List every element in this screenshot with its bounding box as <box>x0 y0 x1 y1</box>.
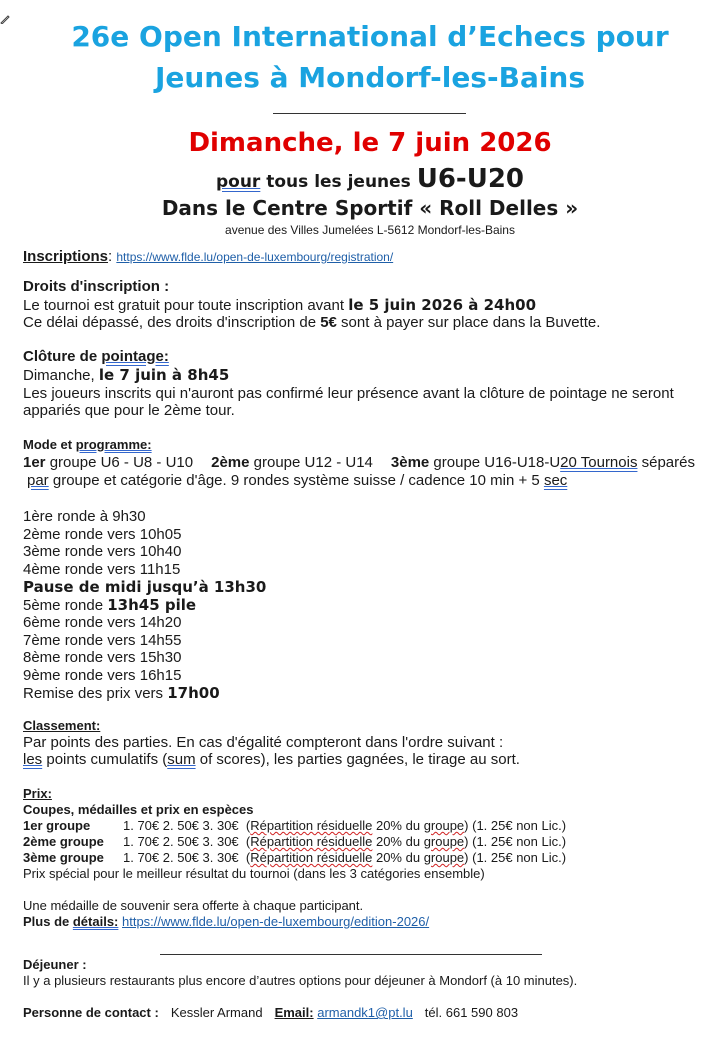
details-line <box>23 914 429 929</box>
round-5 <box>23 596 196 614</box>
round-1: 1ère ronde à 9h30 <box>23 508 146 525</box>
contact-name: Kessler Armand <box>170 1005 263 1020</box>
inscriptions-link[interactable]: https://www.flde.lu/open-de-luxembourg/registration/ <box>116 250 394 264</box>
group-1-label: 1er <box>23 454 46 471</box>
round-2: 2ème ronde vers 10h05 <box>23 526 182 543</box>
cloture-day: Dimanche, <box>23 367 99 384</box>
audience-mid: tous les jeunes <box>260 172 417 192</box>
round-5-label: 5ème ronde <box>23 597 108 614</box>
contact-phone: tél. 661 590 803 <box>424 1005 519 1020</box>
prize-repartition: Répartition résiduelle <box>250 818 373 833</box>
mode-groups <box>23 454 695 471</box>
prize-group-name: 1er groupe <box>23 818 91 833</box>
prize-amounts: 1. 70€ 2. 50€ 3. 30€ <box>123 834 239 849</box>
title-divider <box>273 113 466 114</box>
address: avenue des Villes Jumelées L-5612 Mondorf-les-Bains <box>225 223 515 237</box>
contact-label: Personne de contact : <box>23 1005 159 1020</box>
group-2-ages: groupe U12 - U14 <box>249 454 373 471</box>
group-3-label: 3ème <box>390 454 430 471</box>
round-4: 4ème ronde vers 11h15 <box>23 561 181 578</box>
group-3-end: séparés <box>637 454 695 471</box>
cloture-time: le 7 juin à 8h45 <box>98 366 230 384</box>
audience-ages: U6-U20 <box>416 164 525 194</box>
inscriptions-label: Inscriptions <box>23 248 109 265</box>
prize-non-lic: ) (1. 25€ non Lic.) <box>464 850 567 865</box>
prize-ceremony-label: Remise des prix vers <box>23 685 168 702</box>
mode-heading <box>23 437 152 452</box>
prize-group-name: 3ème groupe <box>23 850 104 865</box>
cloture-line-3: appariés que pour le 2ème tour. <box>23 402 235 419</box>
droits-text-1: Le tournoi est gratuit pour toute inscription avant <box>23 297 349 314</box>
prize-repartition: Répartition résiduelle <box>250 834 373 849</box>
prize-repartition: Répartition résiduelle <box>250 850 373 865</box>
group-3-tournois: 20 Tournois <box>560 454 638 471</box>
droits-deadline: le 5 juin 2026 à 24h00 <box>348 296 537 314</box>
prize-amounts: 1. 70€ 2. 50€ 3. 30€ <box>123 850 239 865</box>
prize-groupe: groupe <box>423 850 465 865</box>
prize-non-lic: ) (1. 25€ non Lic.) <box>464 834 567 849</box>
audience-line <box>0 164 713 194</box>
round-5-time: 13h45 pile <box>107 596 197 614</box>
group-1-ages: groupe U6 - U8 - U10 <box>45 454 194 471</box>
cloture-line-1 <box>23 366 229 384</box>
classement-text-a: points cumulatifs ( <box>42 751 168 768</box>
classement-sum: sum <box>167 751 196 768</box>
droits-text-3: sont à payer sur place dans la Buvette. <box>336 314 601 331</box>
round-8: 8ème ronde vers 15h30 <box>23 649 182 666</box>
prize-groupe: groupe <box>423 818 465 833</box>
medal-note: Une médaille de souvenir sera offerte à chaque participant. <box>23 898 364 913</box>
email-label: Email: <box>274 1005 314 1020</box>
prize-percent: 20% du <box>372 818 424 833</box>
prize-groupe: groupe <box>423 834 465 849</box>
audience-prefix: pour <box>215 172 261 192</box>
classement-les: les <box>23 751 43 768</box>
classement-line-1: Par points des parties. En cas d'égalité compteront dans l'ordre suivant : <box>23 734 504 751</box>
droits-heading: Droits d'inscription : <box>23 278 170 295</box>
droits-fee: 5€ <box>320 314 337 331</box>
prize-ceremony <box>23 684 220 702</box>
mode-sec: sec <box>543 472 568 489</box>
cloture-heading-b: pointage: <box>101 348 169 365</box>
prize-amounts: 1. 70€ 2. 50€ 3. 30€ <box>123 818 239 833</box>
group-3-ages: groupe U16-U18-U <box>429 454 561 471</box>
prix-subheading: Coupes, médailles et prix en espèces <box>23 802 254 817</box>
details-link[interactable]: https://www.flde.lu/open-de-luxembourg/edition-2026/ <box>122 914 430 929</box>
cloture-heading-a: Clôture de <box>23 348 102 365</box>
classement-line-2 <box>23 751 520 768</box>
special-prize: Prix spécial pour le meilleur résultat du tournoi (dans les 3 catégories ensemble) <box>23 866 485 881</box>
round-3: 3ème ronde vers 10h40 <box>23 543 182 560</box>
prize-percent: 20% du <box>372 850 424 865</box>
event-date: Dimanche, le 7 juin 2026 <box>188 128 552 158</box>
classement-heading: Classement: <box>23 718 101 733</box>
prize-row <box>23 818 566 833</box>
round-9: 9ème ronde vers 16h15 <box>23 667 182 684</box>
prize-non-lic: ) (1. 25€ non Lic.) <box>464 818 567 833</box>
inscriptions-colon: : <box>108 248 117 265</box>
droits-line-2 <box>23 314 600 331</box>
group-2-label: 2ème <box>211 454 250 471</box>
round-7: 7ème ronde vers 14h55 <box>23 632 182 649</box>
footer-divider <box>160 954 542 955</box>
prize-row <box>23 834 566 849</box>
title-line-1: 26e Open International d’Echecs pour <box>71 20 669 53</box>
cloture-line-2: Les joueurs inscrits qui n'auront pas confirmé leur présence avant la clôture de pointage ne seront <box>23 385 674 402</box>
prize-ceremony-time: 17h00 <box>167 684 220 702</box>
lunch-break: Pause de midi jusqu’à 13h30 <box>23 578 267 596</box>
mode-heading-a: Mode et <box>23 437 76 452</box>
droits-line-1 <box>23 296 536 314</box>
cloture-heading <box>23 348 169 365</box>
mode-par: par <box>27 472 49 489</box>
prize-percent: 20% du <box>372 834 424 849</box>
venue: Dans le Centre Sportif « Roll Delles » <box>161 196 579 220</box>
prize-paren: ( <box>245 834 251 849</box>
prize-row <box>23 850 566 865</box>
dejeuner-heading: Déjeuner : <box>23 957 87 972</box>
round-6: 6ème ronde vers 14h20 <box>23 614 182 631</box>
prize-group-name: 2ème groupe <box>23 834 104 849</box>
mode-format <box>27 472 567 489</box>
prix-heading: Prix: <box>23 786 52 801</box>
mode-format-text: groupe et catégorie d'âge. 9 rondes système suisse / cadence 10 min + 5 <box>48 472 544 489</box>
title-line-2: Jeunes à Mondorf-les-Bains <box>154 61 586 94</box>
contact-line <box>23 1005 518 1020</box>
inscriptions-line <box>23 248 393 266</box>
prize-paren: ( <box>245 818 251 833</box>
details-label-a: Plus de <box>23 914 73 929</box>
mode-heading-b: programme: <box>75 437 152 452</box>
details-label-b: détails: <box>72 914 119 929</box>
dejeuner-line: Il y a plusieurs restaurants plus encore d’autres options pour déjeuner à Mondorf (à 10 minutes). <box>23 973 578 988</box>
email-link[interactable]: armandk1@pt.lu <box>317 1005 413 1020</box>
prize-paren: ( <box>245 850 251 865</box>
droits-text-2: Ce délai dépassé, des droits d'inscription de <box>23 314 321 331</box>
classement-text-b: of scores), les parties gagnées, le tirage au sort. <box>195 751 520 768</box>
